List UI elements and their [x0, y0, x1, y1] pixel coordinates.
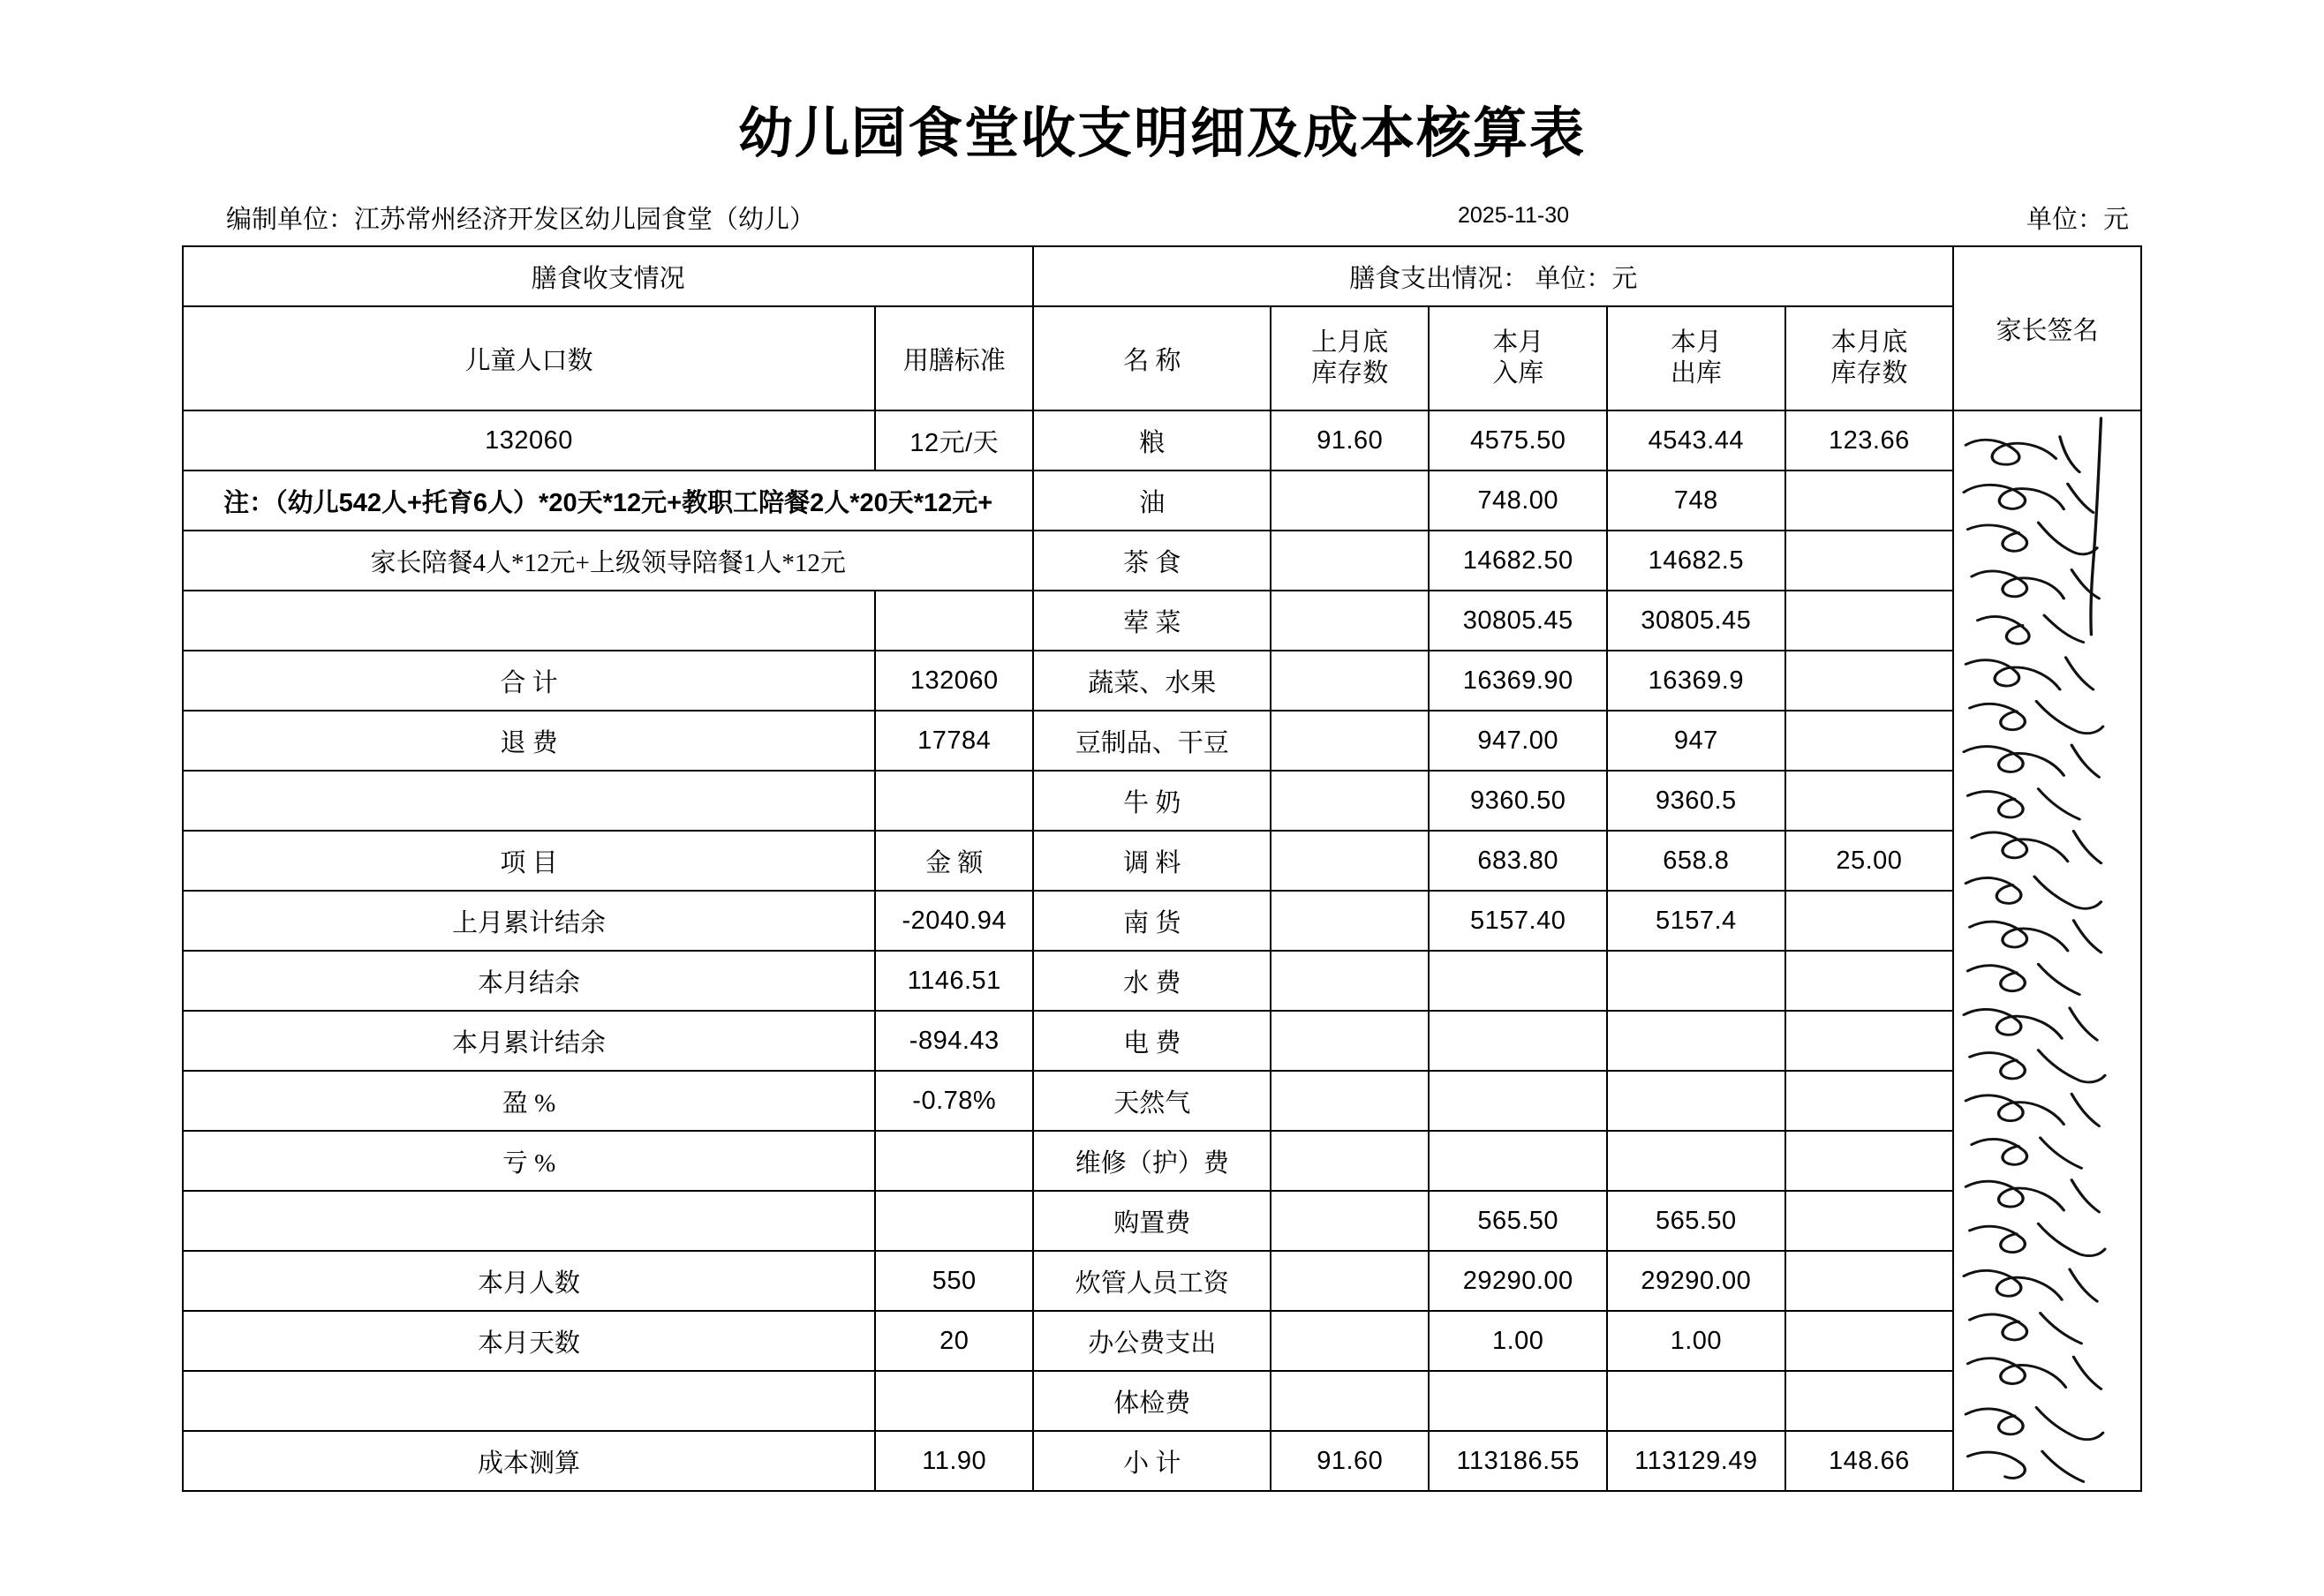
table-row: [183, 831, 2141, 891]
expense-name: 牛 奶: [1033, 771, 1271, 831]
left-row-label: 本月人数: [183, 1251, 875, 1311]
left-row-value: -894.43: [875, 1011, 1033, 1071]
table-row: [183, 711, 2141, 771]
table-row: [183, 1131, 2141, 1191]
left-blank-value: [875, 591, 1033, 651]
table-row: [183, 531, 2141, 591]
header-right-group: 膳食支出情况： 单位：元: [1033, 246, 1953, 306]
expense-prev-stock: [1271, 951, 1429, 1011]
left-row-value: [875, 1191, 1033, 1251]
left-row-label: 盈 %: [183, 1071, 875, 1131]
table-column-header-row: [183, 306, 2141, 410]
expense-month-out: [1607, 1371, 1785, 1431]
header-meal-standard: 用膳标准: [875, 306, 1033, 410]
expense-end-stock: [1785, 651, 1953, 711]
expense-month-out: 16369.9: [1607, 651, 1785, 711]
table-row: [183, 591, 2141, 651]
header-name: 名 称: [1033, 306, 1271, 410]
header-parent-signature: 家长签名: [1953, 246, 2141, 410]
expense-end-stock: 148.66: [1785, 1431, 1953, 1491]
expense-name: 粮: [1033, 410, 1271, 471]
expense-prev-stock: 91.60: [1271, 410, 1429, 471]
left-row-label: 本月结余: [183, 951, 875, 1011]
expense-end-stock: [1785, 711, 1953, 771]
expense-month-out: 29290.00: [1607, 1251, 1785, 1311]
expense-month-in: 29290.00: [1429, 1251, 1607, 1311]
left-row-value: [875, 1371, 1033, 1431]
expense-end-stock: [1785, 1071, 1953, 1131]
expense-month-in: [1429, 1011, 1607, 1071]
expense-end-stock: [1785, 1251, 1953, 1311]
expense-name: 维修（护）费: [1033, 1131, 1271, 1191]
total-label: 合 计: [183, 651, 875, 711]
expense-end-stock: [1785, 1011, 1953, 1071]
left-row-label: 本月天数: [183, 1311, 875, 1371]
expense-name: 南 货: [1033, 891, 1271, 951]
item-label: 项 目: [183, 831, 875, 891]
expense-month-in: 748.00: [1429, 471, 1607, 531]
expense-name: 小 计: [1033, 1431, 1271, 1491]
expense-name: 油: [1033, 471, 1271, 531]
table-row: [183, 951, 2141, 1011]
expense-prev-stock: [1271, 1131, 1429, 1191]
expense-prev-stock: [1271, 891, 1429, 951]
expense-prev-stock: [1271, 1011, 1429, 1071]
expense-month-out: 947: [1607, 711, 1785, 771]
expense-name: 天然气: [1033, 1071, 1271, 1131]
expense-month-out: 565.50: [1607, 1191, 1785, 1251]
expense-end-stock: [1785, 1191, 1953, 1251]
expense-end-stock: [1785, 531, 1953, 591]
table-row: [183, 1011, 2141, 1071]
expense-month-in: 5157.40: [1429, 891, 1607, 951]
expense-prev-stock: [1271, 771, 1429, 831]
cost-estimate-value: 11.90: [875, 1431, 1033, 1491]
expense-end-stock: [1785, 951, 1953, 1011]
expense-month-out: 14682.5: [1607, 531, 1785, 591]
expense-month-in: [1429, 1071, 1607, 1131]
expense-prev-stock: [1271, 1371, 1429, 1431]
expense-prev-stock: [1271, 831, 1429, 891]
expense-name: 炊管人员工资: [1033, 1251, 1271, 1311]
document-meta: [142, 200, 2182, 238]
expense-month-in: 113186.55: [1429, 1431, 1607, 1491]
expense-month-out: 5157.4: [1607, 891, 1785, 951]
expense-name: 办公费支出: [1033, 1311, 1271, 1371]
expense-month-out: [1607, 1011, 1785, 1071]
expense-month-out: [1607, 951, 1785, 1011]
table-row: [183, 651, 2141, 711]
expense-month-in: 30805.45: [1429, 591, 1607, 651]
left-blank-cell: [183, 591, 875, 651]
left-row-label: 本月累计结余: [183, 1011, 875, 1071]
total-value: 132060: [875, 651, 1033, 711]
expense-month-in: 9360.50: [1429, 771, 1607, 831]
left-row-value: [875, 1131, 1033, 1191]
amount-label: 金 额: [875, 831, 1033, 891]
table-row: [183, 471, 2141, 531]
compiler-unit-label: 编制单位：江苏常州经济开发区幼儿园食堂（幼儿）: [226, 206, 816, 235]
children-count-value: 132060: [183, 410, 875, 471]
expense-name: 体检费: [1033, 1371, 1271, 1431]
expense-month-in: 565.50: [1429, 1191, 1607, 1251]
expense-month-in: 4575.50: [1429, 410, 1607, 471]
expense-prev-stock: 91.60: [1271, 1431, 1429, 1491]
expense-end-stock: [1785, 471, 1953, 531]
note-line-1: 注：（幼儿542人+托育6人）*20天*12元+教职工陪餐2人*20天*12元+: [183, 471, 1033, 531]
expense-month-out: [1607, 1131, 1785, 1191]
expense-name: 茶 食: [1033, 531, 1271, 591]
note-line-2: 家长陪餐4人*12元+上级领导陪餐1人*12元: [183, 531, 1033, 591]
expense-end-stock: [1785, 891, 1953, 951]
parent-signature-column[interactable]: [1953, 410, 2141, 1491]
expense-end-stock: 25.00: [1785, 831, 1953, 891]
expense-month-in: [1429, 1131, 1607, 1191]
expense-prev-stock: [1271, 471, 1429, 531]
header-month-end-stock: 本月底 库存数: [1785, 306, 1953, 410]
table-row: [183, 1071, 2141, 1131]
table-row: [183, 1371, 2141, 1431]
table-row: [183, 891, 2141, 951]
expense-end-stock: [1785, 1371, 1953, 1431]
ledger-table: [182, 245, 2142, 1492]
expense-month-in: 947.00: [1429, 711, 1607, 771]
left-row-value: 1146.51: [875, 951, 1033, 1011]
expense-prev-stock: [1271, 1191, 1429, 1251]
expense-prev-stock: [1271, 1311, 1429, 1371]
expense-prev-stock: [1271, 651, 1429, 711]
expense-end-stock: 123.66: [1785, 410, 1953, 471]
expense-prev-stock: [1271, 591, 1429, 651]
left-blank-cell: [183, 771, 875, 831]
expense-month-in: [1429, 951, 1607, 1011]
table-row: [183, 1191, 2141, 1251]
expense-prev-stock: [1271, 711, 1429, 771]
table-row: [183, 410, 2141, 471]
expense-name: 豆制品、干豆: [1033, 711, 1271, 771]
left-row-value: -0.78%: [875, 1071, 1033, 1131]
expense-name: 调 料: [1033, 831, 1271, 891]
left-row-label: 上月累计结余: [183, 891, 875, 951]
currency-unit-label: 单位：元: [2026, 206, 2129, 235]
expense-name: 荤 菜: [1033, 591, 1271, 651]
expense-month-out: 1.00: [1607, 1311, 1785, 1371]
left-row-value: 20: [875, 1311, 1033, 1371]
header-left-group: 膳食收支情况: [183, 246, 1033, 306]
expense-month-out: 748: [1607, 471, 1785, 531]
expense-month-out: 9360.5: [1607, 771, 1785, 831]
table-row: [183, 771, 2141, 831]
expense-month-out: 658.8: [1607, 831, 1785, 891]
expense-name: 电 费: [1033, 1011, 1271, 1071]
expense-name: 水 费: [1033, 951, 1271, 1011]
expense-month-out: 30805.45: [1607, 591, 1785, 651]
table-row: [183, 1311, 2141, 1371]
expense-prev-stock: [1271, 1251, 1429, 1311]
table-group-header-row: [183, 246, 2141, 306]
header-prev-month-stock: 上月底 库存数: [1271, 306, 1429, 410]
expense-month-out: 113129.49: [1607, 1431, 1785, 1491]
expense-end-stock: [1785, 591, 1953, 651]
cost-estimate-label: 成本测算: [183, 1431, 875, 1491]
refund-label: 退 费: [183, 711, 875, 771]
table-row: [183, 1431, 2141, 1491]
left-blank-value: [875, 771, 1033, 831]
expense-name: 购置费: [1033, 1191, 1271, 1251]
refund-value: 17784: [875, 711, 1033, 771]
meal-standard-value: 12元/天: [875, 410, 1033, 471]
report-date: 2025-11-30: [1458, 203, 1570, 229]
left-row-label: 亏 %: [183, 1131, 875, 1191]
page-title: 幼儿园食堂收支明细及成本核算表: [737, 104, 1586, 164]
left-row-value: 550: [875, 1251, 1033, 1311]
page-bottom-spacer: [0, 1492, 2324, 1527]
expense-month-out: 4543.44: [1607, 410, 1785, 471]
header-children-count: 儿童人口数: [183, 306, 875, 410]
expense-prev-stock: [1271, 1071, 1429, 1131]
expense-name: 蔬菜、水果: [1033, 651, 1271, 711]
expense-end-stock: [1785, 1131, 1953, 1191]
left-row-value: -2040.94: [875, 891, 1033, 951]
header-month-in: 本月 入库: [1429, 306, 1607, 410]
expense-month-out: [1607, 1071, 1785, 1131]
expense-month-in: [1429, 1371, 1607, 1431]
expense-end-stock: [1785, 771, 1953, 831]
expense-month-in: 1.00: [1429, 1311, 1607, 1371]
expense-end-stock: [1785, 1311, 1953, 1371]
header-month-out: 本月 出库: [1607, 306, 1785, 410]
signature-scribbles: [1954, 411, 2140, 1490]
table-row: [183, 1251, 2141, 1311]
expense-prev-stock: [1271, 531, 1429, 591]
left-row-label: [183, 1191, 875, 1251]
left-row-label: [183, 1371, 875, 1431]
expense-month-in: 683.80: [1429, 831, 1607, 891]
expense-month-in: 14682.50: [1429, 531, 1607, 591]
expense-month-in: 16369.90: [1429, 651, 1607, 711]
